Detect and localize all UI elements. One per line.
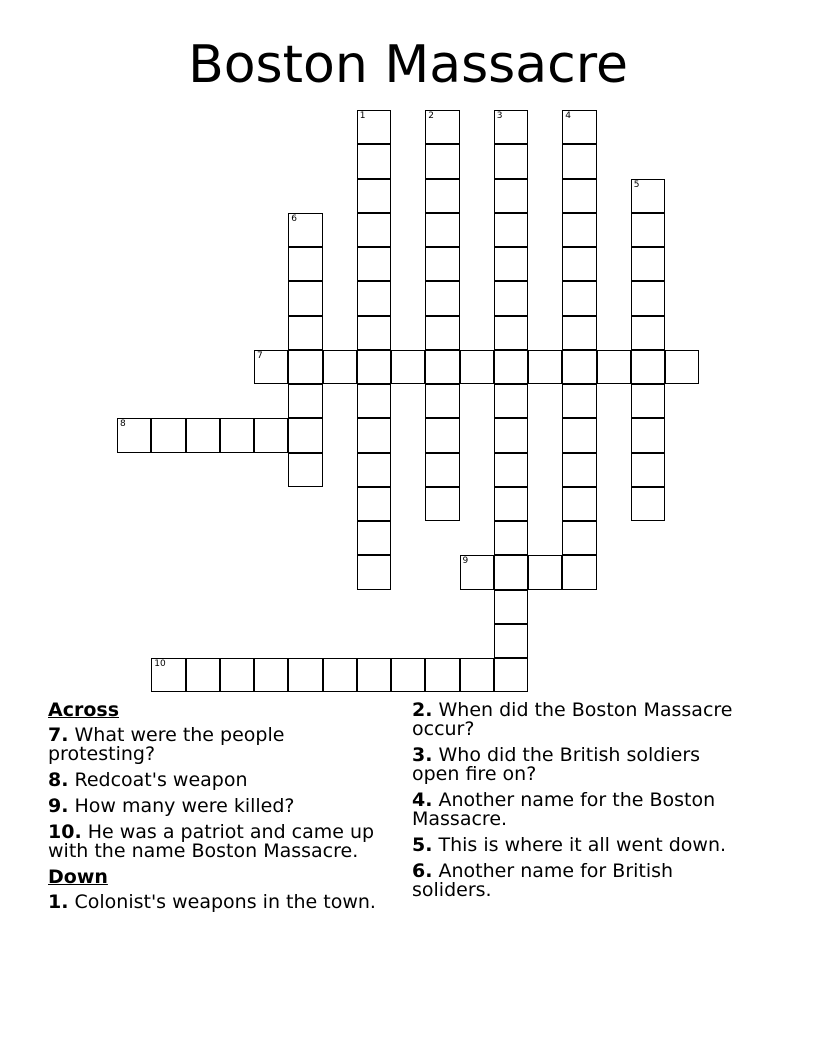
grid-cell[interactable] (631, 384, 665, 418)
grid-cell[interactable] (357, 521, 391, 555)
clue-number: 6 (291, 213, 297, 224)
grid-cell[interactable] (494, 384, 528, 418)
grid-cell[interactable] (562, 521, 596, 555)
grid-cell[interactable] (391, 658, 425, 692)
grid-cell[interactable] (494, 418, 528, 452)
grid-cell[interactable] (254, 418, 288, 452)
grid-cell[interactable] (357, 487, 391, 521)
grid-cell[interactable] (425, 110, 459, 144)
grid-cell[interactable] (494, 590, 528, 624)
grid-cell[interactable] (494, 179, 528, 213)
grid-cell[interactable] (562, 350, 596, 384)
grid-cell[interactable] (357, 555, 391, 589)
grid-cell[interactable] (391, 350, 425, 384)
grid-cell[interactable] (288, 384, 322, 418)
grid-cell[interactable] (254, 350, 288, 384)
grid-cell[interactable] (357, 247, 391, 281)
grid-cell[interactable] (425, 453, 459, 487)
grid-cell[interactable] (631, 316, 665, 350)
grid-cell[interactable] (323, 658, 357, 692)
grid-cell[interactable] (288, 350, 322, 384)
clue-down-5: 5. This is where it all went down. (412, 834, 727, 856)
grid-cell[interactable] (494, 555, 528, 589)
grid-cell[interactable] (631, 179, 665, 213)
grid-cell[interactable] (151, 418, 185, 452)
grid-cell[interactable] (288, 418, 322, 452)
grid-cell[interactable] (631, 213, 665, 247)
grid-cell[interactable] (357, 179, 391, 213)
clue-number: 4 (565, 111, 571, 121)
grid-cell[interactable] (562, 213, 596, 247)
grid-cell[interactable] (494, 453, 528, 487)
grid-cell[interactable] (425, 247, 459, 281)
clue-number: 1 (359, 111, 366, 121)
grid-cell[interactable] (220, 658, 254, 692)
grid-cell[interactable] (460, 350, 494, 384)
grid-cell[interactable] (254, 658, 288, 692)
grid-cell[interactable] (323, 350, 357, 384)
grid-cell[interactable] (562, 144, 596, 178)
clue-down-4: 4. Another name for the Boston Massacre. (412, 789, 716, 830)
grid-cell[interactable] (288, 281, 322, 315)
clue-down-2: 2. When did the Boston Massacre occur? (412, 699, 733, 740)
grid-cell[interactable] (357, 213, 391, 247)
grid-cell[interactable] (425, 658, 459, 692)
grid-cell[interactable] (494, 281, 528, 315)
grid-cell[interactable] (631, 487, 665, 521)
clue-number: 9 (462, 556, 469, 567)
grid-cell[interactable] (186, 418, 220, 452)
grid-cell[interactable] (288, 453, 322, 487)
clue-number: 8 (120, 419, 126, 430)
grid-cell[interactable] (562, 453, 596, 487)
clue-number: 2 (428, 111, 434, 121)
clue-across-9: 9. How many were killed? (48, 795, 295, 817)
grid-cell[interactable] (631, 453, 665, 487)
grid-cell[interactable] (357, 384, 391, 418)
clue-number: 3 (496, 111, 503, 121)
grid-cell[interactable] (288, 316, 322, 350)
clue-down-3: 3. Who did the British soldiers open fire on? (412, 744, 701, 785)
grid-cell[interactable] (117, 418, 151, 452)
grid-cell[interactable] (494, 110, 528, 144)
grid-cell[interactable] (494, 658, 528, 692)
clue-number: 7 (257, 350, 263, 361)
grid-cell[interactable] (357, 350, 391, 384)
grid-cell[interactable] (597, 350, 631, 384)
grid-cell[interactable] (186, 658, 220, 692)
grid-cell[interactable] (562, 281, 596, 315)
grid-cell[interactable] (357, 316, 391, 350)
grid-cell[interactable] (357, 658, 391, 692)
grid-cell[interactable] (288, 213, 322, 247)
clues-column-left (48, 701, 378, 919)
grid-cell[interactable] (288, 247, 322, 281)
grid-cell[interactable] (665, 350, 699, 384)
grid-cell[interactable] (562, 487, 596, 521)
clues-column-right (412, 701, 752, 907)
clue-across-8: 8. Redcoat's weapon (48, 769, 248, 791)
grid-cell[interactable] (494, 521, 528, 555)
clue-number: 5 (633, 179, 640, 190)
grid-cell[interactable] (425, 418, 459, 452)
grid-cell[interactable] (562, 555, 596, 589)
grid-cell[interactable] (562, 418, 596, 452)
grid-cell[interactable] (631, 418, 665, 452)
grid-cell[interactable] (460, 658, 494, 692)
across-heading: Across (48, 699, 120, 721)
grid-cell[interactable] (494, 487, 528, 521)
grid-cell[interactable] (357, 418, 391, 452)
grid-cell[interactable] (460, 555, 494, 589)
grid-cell[interactable] (528, 350, 562, 384)
grid-cell[interactable] (425, 213, 459, 247)
grid-cell[interactable] (220, 418, 254, 452)
grid-cell[interactable] (562, 247, 596, 281)
grid-cell[interactable] (494, 247, 528, 281)
grid-cell[interactable] (357, 110, 391, 144)
grid-cell[interactable] (357, 453, 391, 487)
grid-cell[interactable] (528, 555, 562, 589)
grid-cell[interactable] (562, 316, 596, 350)
grid-cell[interactable] (494, 316, 528, 350)
grid-cell[interactable] (631, 350, 665, 384)
grid-cell[interactable] (288, 658, 322, 692)
clue-across-10: 10. He was a patriot and came up with the name Boston Massacre. (48, 821, 375, 862)
grid-cell[interactable] (494, 144, 528, 178)
grid-cell[interactable] (494, 624, 528, 658)
puzzle-title: Boston Massacre (188, 35, 628, 95)
grid-cell[interactable] (562, 110, 596, 144)
grid-cell[interactable] (425, 316, 459, 350)
clue-down-1: 1. Colonist's weapons in the town. (48, 891, 376, 913)
grid-cell[interactable] (425, 144, 459, 178)
grid-cell[interactable] (425, 384, 459, 418)
down-heading: Down (48, 866, 108, 888)
clue-down-6: 6. Another name for British soliders. (412, 860, 674, 901)
grid-cell[interactable] (425, 281, 459, 315)
grid-cell[interactable] (631, 247, 665, 281)
clue-number: 10 (154, 659, 166, 669)
grid-cell[interactable] (562, 384, 596, 418)
grid-cell[interactable] (357, 144, 391, 178)
grid-cell[interactable] (425, 487, 459, 521)
grid-cell[interactable] (357, 281, 391, 315)
clue-across-7: 7. What were the people protesting? (48, 724, 285, 765)
grid-cell[interactable] (494, 350, 528, 384)
grid-cell[interactable] (562, 179, 596, 213)
grid-cell[interactable] (425, 350, 459, 384)
grid-cell[interactable] (425, 179, 459, 213)
grid-cell[interactable] (631, 281, 665, 315)
grid-cell[interactable] (151, 658, 185, 692)
grid-cell[interactable] (494, 213, 528, 247)
